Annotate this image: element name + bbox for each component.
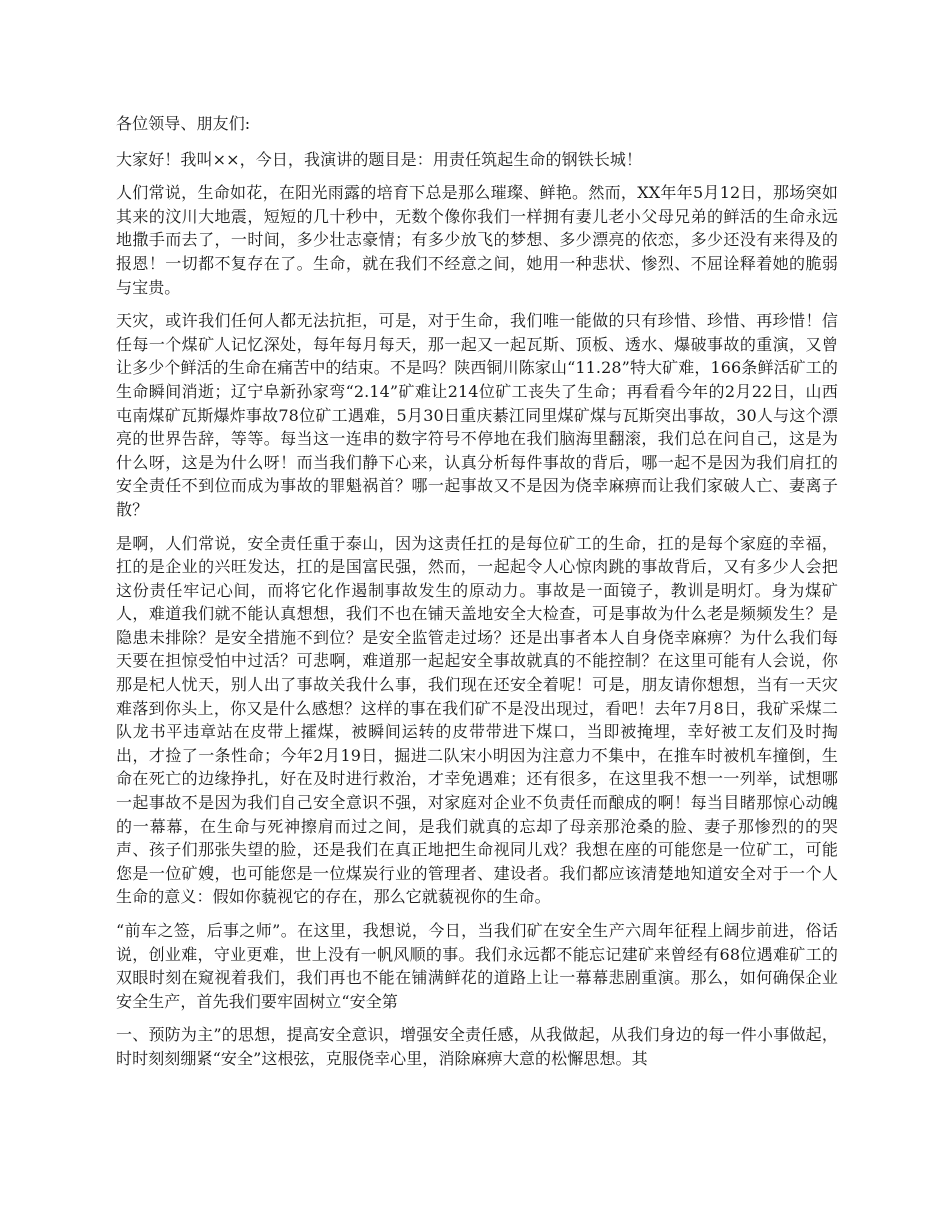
paragraph-mine-disasters: 天灾，或许我们任何人都无法抗拒，可是，对于生命，我们唯一能做的只有珍惜、珍惜、再珍惜！信任每一个煤矿人记忆深处，每年每月每天，那一起又一起瓦斯、顶板、透水、爆破事故的重演，又曾让多少个鲜活的生命在痛苦中的结束。不是吗？陕西铜川陈家山“11.28”特大矿难，166条鲜活矿工的生命瞬间消逝；辽宁阜新孙家弯“2.14”矿难让214位矿工丧失了生命；再看看今年的2月22日，山西屯南煤矿瓦斯爆炸事故78位矿工遇难，5月30日重庆綦江同里煤矿煤与瓦斯突出事故，30人与这个漂亮的世界告辞，等等。每当这一连串的数字符号不停地在我们脑海里翻滚，我们总在问自己，这是为什么呀，这是为什么呀！而当我们静下心来，认真分析每件事故的背后，哪一起不是因为我们肩扛的安全责任不到位而成为事故的罪魁祸首？哪一起事故又不是因为侥幸麻痹而让我们家破人亡、妻离子散？ bbox=[116, 311, 838, 519]
salutation: 各位领导、朋友们: bbox=[116, 114, 251, 133]
paragraph-safety-responsibility: 是啊，人们常说，安全责任重于泰山，因为这责任扛的是每位矿工的生命，扛的是每个家庭的幸福，扛的是企业的兴旺发达，扛的是国富民强，然而，一起起令人心惊肉跳的事故背后，又有多少人会把这份责任牢记心间，而将它化作遏制事故发生的原动力。事故是一面镜子，教训是明灯。身为煤矿人，难道我们就不能认真想想，我们不也在铺天盖地安全大检查，可是事故为什么老是频频发生？是隐患未排除？是安全措施不到位？是安全监管走过场？还是出事者本人自身侥幸麻痹？为什么我们每天要在担惊受怕中过活？可悲啊，难道那一起起安全事故就真的不能控制？在这里可能有人会说，你那是杞人忧天，别人出了事故关我什么事，我们现在还安全着呢！可是，朋友请你想想，当有一天灾难落到你头上，你又是什么感想？这样的事在我们矿不是没出现过，看吧！去年7月8日，我矿采煤二队龙书平违章站在皮带上攉煤，被瞬间运转的皮带带进下煤口，当即被掩埋，幸好被工友们及时掏出，才捡了一条性命；今年2月19日，掘进二队宋小明因为注意力不集中，在推车时被机车撞倒，生命在死亡的边缘挣扎，好在及时进行救治，才幸免遇难；还有很多，在这里我不想一一列举，试想哪一起事故不是因为我们自己安全意识不强，对家庭对企业不负责任而酿成的啊！每当目睹那惊心动魄的一幕幕，在生命与死神擦肩而过之间，是我们就真的忘却了母亲那沧桑的脸、妻子那惨烈的的哭声、孩子们那张失望的脸，还是我们在真正地把生命视同儿戏？我想在座的可能您是一位矿工，可能您是一位矿嫂，也可能您是一位煤炭行业的管理者、建设者。我们都应该清楚地知道安全对于一个人生命的意义：假如你藐视它的存在，那么它就藐视你的生命。 bbox=[116, 533, 838, 907]
paragraph-opening: 大家好！我叫××，今日，我演讲的题目是：用责任筑起生命的钢铁长城！ bbox=[116, 149, 643, 169]
paragraph-prevention: 一、预防为主”的思想，提高安全意识，增强安全责任感，从我做起，从我们身边的每一件小事做起，时时刻刻绷紧“安全”这根弦，克服侥幸心里，消除麻痹大意的松懈思想。其 bbox=[116, 1025, 838, 1068]
paragraph-earthquake: 人们常说，生命如花，在阳光雨露的培育下总是那么璀璨、鲜艳。然而，XX年年5月12日，那场突如其来的汶川大地震，短短的几十秒中，无数个像你我们一样拥有妻儿老小父母兄弟的鲜活的生命永远地撒手而去了，一时间，多少壮志豪情；有多少放飞的梦想、多少漂亮的依恋，多少还没有来得及的报恩！一切都不复存在了。生命，就在我们不经意之间，她用一种悲状、惨烈、不屈诠释着她的脆弱与宝贵。 bbox=[116, 183, 838, 297]
paragraph-lessons: “前车之签，后事之师”。在这里，我想说，今日，当我们矿在安全生产六周年征程上阔步前进，俗话说，创业难，守业更难，世上没有一帆风顺的事。我们永远都不能忘记建矿来曾经有68位遇难矿工的双眼时刻在窥视着我们，我们再也不能在铺满鲜花的道路上让一幕幕悲剧重演。那么，如何确保企业安全生产，首先我们要牢固树立“安全第 bbox=[116, 921, 838, 1011]
document-page bbox=[116, 112, 838, 1081]
